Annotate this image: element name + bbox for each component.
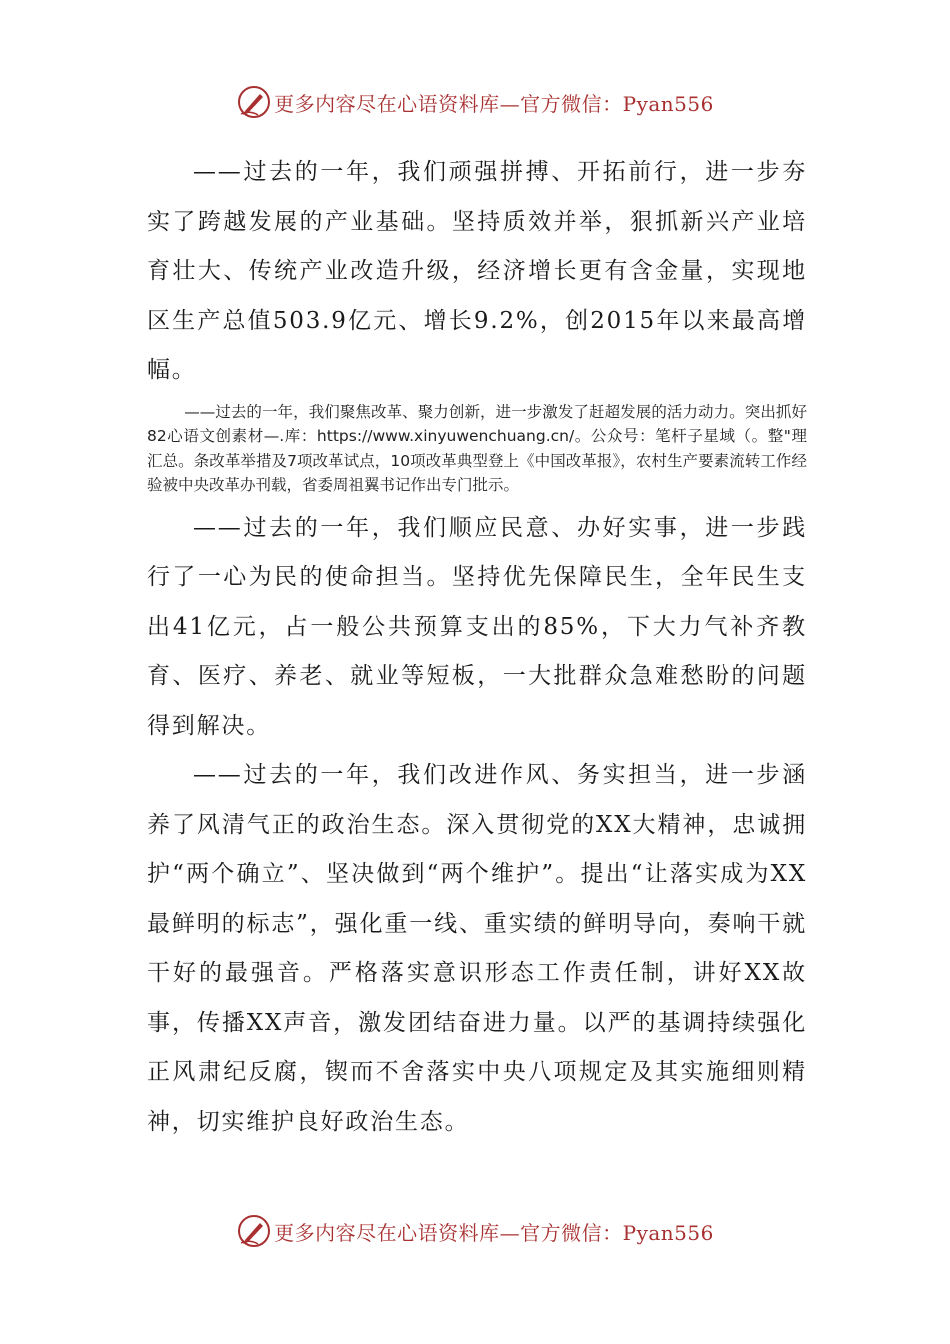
pen-logo-icon (236, 84, 272, 120)
paragraph-livelihood: ——过去的一年，我们顺应民意、办好实事，进一步践行了一心为民的使命担当。坚持优先保障民生，全年民生支出41亿元，占一般公共预算支出的85%，下大力气补齐教育、医疗、养老、就业等短板，一大批群众急难愁盼的问题得到解决。 (147, 514, 807, 739)
banner-text: 更多内容尽在心语资料库—官方微信：Pyan556 (274, 91, 714, 116)
banner-text: 更多内容尽在心语资料库—官方微信：Pyan556 (274, 1220, 714, 1245)
paragraph-industry: ——过去的一年，我们顽强拼搏、开拓前行，进一步夯实了跨越发展的产业基础。坚持质效并举，狠抓新兴产业培育壮大、传统产业改造升级，经济增长更有含金量，实现地区生产总值503.9亿元、增长9.2%，创2015年以来最高增幅。 (147, 159, 807, 383)
paragraph-style: ——过去的一年，我们改进作风、务实担当，进一步涵养了风清气正的政治生态。深入贯彻党的XX大精神，忠诚拥护“两个确立”、坚决做到“两个维护”。提出“让落实成为XX最鲜明的标志”，强化重一线、重实绩的鲜明导向，奏响干就干好的最强音。严格落实意识形态工作责任制，讲好XX故事，传播XX声音，激发团结奋进力量。以严的基调持续强化正风肃纪反腐，锲而不舍落实中央八项规定及其实施细则精神，切实维护良好政治生态。 (147, 762, 807, 1135)
document-body (147, 148, 807, 1147)
footer-banner (0, 1211, 950, 1251)
pen-logo-icon (236, 1213, 272, 1249)
paragraph-reform: ——过去的一年，我们聚焦改革、聚力创新，进一步激发了赶超发展的活力动力。突出抓好82心语文创素材—.库：https://www.xinyuwenchuang.cn/。公众号：笔杆子星域（。整"理汇总。条改革举措及7项改革试点，10项改革典型登上《中国改革报》，农村生产要素流转工作经验被中央改革办刊载，省委周祖翼书记作出专门批示。 (147, 402, 807, 494)
header-banner (0, 82, 950, 122)
